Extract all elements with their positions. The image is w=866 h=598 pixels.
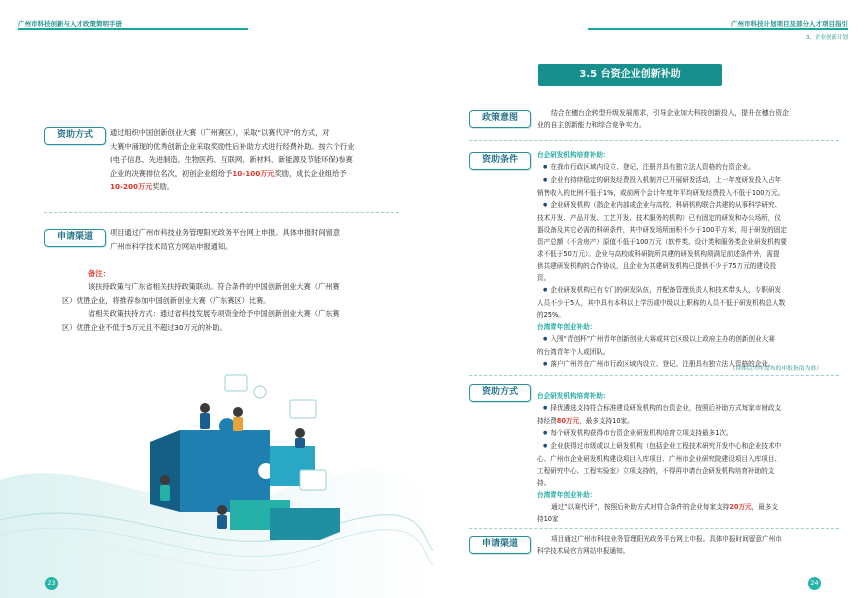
list-item: ● 落户广州并在广州市行政区域内设立、登记、注册具有独立法人资格的企业。 <box>537 358 837 371</box>
note-title: 备注： <box>88 269 111 278</box>
funding-method-text: 通过组织中国创新创业大赛（广州赛区），采取“以赛代评”的方式，对 大赛中涌现的优秀创新企业采取奖励性后补助方式进行经费补助。按六个行业 (电子信息、先进制造、生物医药、互联网、新材料、新能源及节能环保)参赛 企业的决赛排位名次，初创企业组给予10-100万元奖励，成长企业组给予 10-200万元奖励。 <box>110 128 355 191</box>
apply-channel-label-right: 申请渠道 <box>469 536 531 554</box>
section-title-banner: 3.5 台资企业创新补助 <box>538 64 722 86</box>
list-item: ● 在我市行政区域内设立、登记、注册并具有独立法人资格的台资企业。 <box>537 161 837 174</box>
funding-amount-youth: 20万元 <box>729 503 752 511</box>
policy-intent-text: 结合在穗台企转型升级发展需求，引导企业加大科技创新投入，提升在穗台资企 业的自主创新能力和综合竞争实力。 <box>537 109 789 129</box>
left-page-header <box>0 0 433 40</box>
list-item: ● 企业有持续稳定的研发经费投入机制并已开展研发活动，上一年度研发投入占年 <box>537 174 837 187</box>
right-separator-1 <box>469 140 839 141</box>
funding-method-text-right: 台企研发机构培育补助： ● 择优遴选支持符合标准建设研发机构的台资企业，按照后补助方式每家市财政支 持经费80万元，最多支持10家。 ● 每个研发机构获得市台资企业研发机构培育立项支持最多1次。 ● 企业获得过市级或以上研发机构（包括企业工程技术研究开发中心和企业技术中 心、广州市企业研发机构建设项目入库项目、广州市企业研究院建设项目入库项目、 工程研究中心、工程实验室）立项支持的，不得再申请台企研发机构培育补助的支 持。 台湾青年创业补助： 通过“以赛代评”，按照后补助方式对符合条件的企业每家支持20万元，最多支 持10家 <box>537 390 837 525</box>
right-separator-3 <box>469 528 839 529</box>
funding-conditions-text: 台企研发机构培育补助： ● 在我市行政区域内设立、登记、注册并具有独立法人资格的台资企业。 ● 企业有持续稳定的研发经费投入机制并已开展研发活动，上一年度研发投入占年 销售收入的比例不低于1%，或前两个会计年度年平均研发经费投入不低于100万元。 ● 企业研发机构（指企业内部或企业与高校、科研机构联合共建的从事科学研究、 技术开发、产品开发、工艺开发、技术服务的机构）已有固定的研发和办公场所，仪 器设备及其它必需的科研条件，其中研发场所面积不少于100平方米，用于研发的固定 资产总额（不含房产）原值不低于100万元（软件类、设计类和服务类企业研发机构要 求不低于50万元）。企业与高校或科研院所共建的研发机构须满足前述条件外，需提 供共建研发机构的合作协议，且企业为共建研发机构已提供不少于75万元的建设投 资。 ● 企业研发机构已有专门的研发队伍，并配备管理负责人和技术带头人，专职研发 人员不少于5人，其中具有本科以上学历或中级以上职称的人员不低于研发机构总人数 的25%。 台湾青年创业补助： ● 入围“青创杯”广州青年创新创业大赛或其它区级以上政府主办的创新创业大赛 的台湾青年个人或团队。 ● 落户广州并在广州市行政区域内设立、登记、注册具有独立法人资格的企业。 <box>537 149 837 371</box>
apply-channel-text-right: 项目通过广州市科技业务管理阳光政务平台网上申报。具体申报时间留意广州市 科学技术局官方网站申报通知。 <box>537 535 782 555</box>
funding-amount-growth: 10-200万元 <box>110 182 153 191</box>
list-item: ● 每个研发机构获得市台资企业研发机构培育立项支持最多1次。 <box>537 427 837 440</box>
funding-method-label: 资助方式 <box>44 127 106 145</box>
left-header-title: 广州市科技创新与人才政策简明手册 <box>18 20 122 28</box>
list-item: ● 择优遴选支持符合标准建设研发机构的台资企业，按照后补助方式每家市财政支 <box>537 402 837 415</box>
guide-caption: （具体以当年发布的申报指南为准） <box>729 366 822 372</box>
right-header-subtitle: 3、企业创新计划 <box>806 35 848 41</box>
page-number-left: 23 <box>45 577 58 590</box>
note-text: 该扶持政策与广东省相关扶持政策联动。符合条件的中国创新创业大赛（广州赛 区）优胜企业，将推荐参加中国创新创业大赛（广东赛区）比赛。 省相关政策扶持方式：通过省科技发展专项资金给予中国创新创业大赛（广东赛 区）优胜企业不低于5万元且不超过30万元的补助。 <box>62 282 340 332</box>
funding-conditions-label: 资助条件 <box>469 152 531 170</box>
page-number-right: 24 <box>808 577 821 590</box>
left-header-rule <box>18 28 248 30</box>
policy-intent-label: 政策意图 <box>469 110 531 128</box>
funding-amount-rd: 80万元 <box>556 417 580 425</box>
puzzle-illustration <box>0 330 433 598</box>
list-item: ● 企业研发机构（指企业内部或企业与高校、科研机构联合共建的从事科学研究、 <box>537 199 837 212</box>
funding-method-label-right: 资助方式 <box>469 384 531 402</box>
list-item: ● 企业获得过市级或以上研发机构（包括企业工程技术研究开发中心和企业技术中 <box>537 440 837 453</box>
apply-channel-text-left: 项目通过广州市科技业务管理阳光政务平台网上申报。具体申报时间留意 广州市科学技术局官方网站申报通知。 <box>110 228 341 251</box>
list-item: ● 入围“青创杯”广州青年创新创业大赛或其它区级以上政府主办的创新创业大赛 <box>537 333 837 346</box>
apply-channel-label-left: 申请渠道 <box>44 229 106 247</box>
left-separator-1 <box>44 212 399 213</box>
funding-amount-startup: 10-100万元 <box>232 168 275 178</box>
right-header-rule <box>588 28 848 30</box>
right-header-title: 广州市科技计划项目及部分人才项目指引 <box>731 20 848 28</box>
list-item: ● 企业研发机构已有专门的研发队伍，并配备管理负责人和技术带头人，专职研发 <box>537 284 837 297</box>
right-page-header <box>433 0 866 40</box>
right-separator-2 <box>469 375 839 376</box>
